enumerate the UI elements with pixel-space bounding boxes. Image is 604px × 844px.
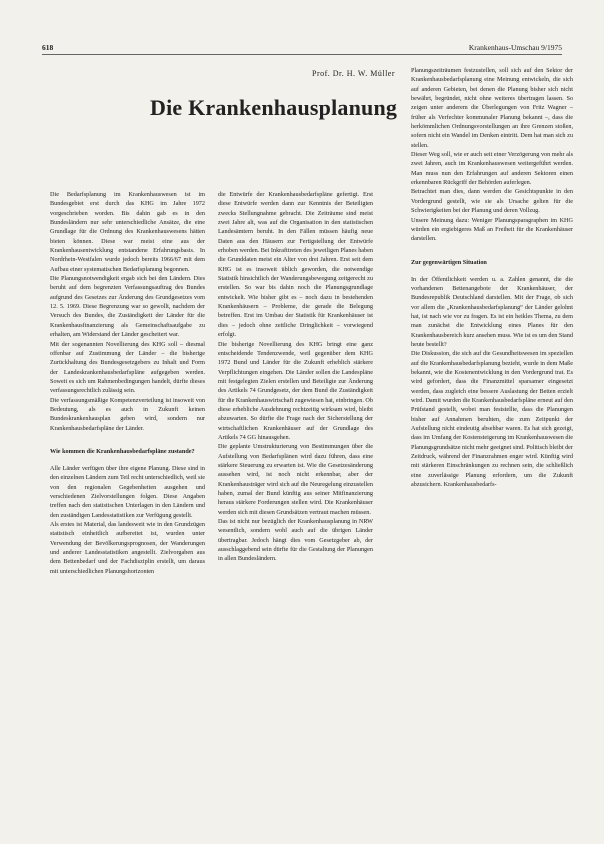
paragraph: Mit der sogenannten Novellierung des KHG soll – diesmal offenbar auf Zustimmung der Länder – die bisherige Zurückhaltung des Bundesgesetzgebers zu Inhalt und Form der Landeskrankenhausbedarfspläne aufgegeben werden. Soweit es sich um Rahmenbedingungen handelt, dürfte dieses verfassungsrechtlich zulässig sein. [50,340,205,395]
paragraph: Die verfassungsmäßige Kompetenzverteilung ist insoweit von Bedeutung, als es auch in Zukunft keinen Bundeskrankenhausplan geben wird, sondern nur Krankenhausbedarfspläne der Länder. [50,396,205,432]
paragraph: Die Diskussion, die sich auf die Gesundheitswesen im speziellen auf die Krankenhausbedarfsplanung bezieht, wurde in dem Maße bekannt, wie die Kostenentwicklung in den Vordergrund trat. Es wird gefordert, dass die Finanzmittel sparsamer eingesetzt werden, dass zugleich eine bessere Auslastung der Betten erzielt wird. Damit wurden die Krankenhausbedarfspläne erneut auf den Prüfstand gestellt, wobei man feststellte, dass die Planungen bisher auf Annahmen beruhten, die zum Zeitpunkt der Aufstellung nicht eindeutig absehbar waren. Es hat sich gezeigt, dass im Umfang der Kostensteigerung im Krankenhauswesen die Planungsgrundsätze nicht mehr geeignet sind. Politisch bleibt der Zeitdruck, während der Finanzrahmen enger wird. Künftig wird mit stärkeren Einschränkungen zu rechnen sein, die schließlich eine zuverlässige Planung erfordern, um die Zukunft abzusichern. Krankenhausbedarfs- [411,350,573,489]
section-subheading: Zur gegenwärtigen Situation [411,258,487,266]
paragraph: Dieser Weg soll, wie er auch seit einer Verzögerung von mehr als zwei Jahren, auch im Krankenhauswesen weitergeführt werden. Man muss nun den Erfahrungen auf anderen Sektoren einen erkennbaren Rückgriff der Behörden auferlegen. [411,151,573,187]
paragraph: Als erstes ist Material, das landesweit wie in den Grundzügen statistisch einheitlich aufbereitet ist, wurden unter Verwendung der Bevölkerungsprognosen, der Wanderungen und anderer Landesstatistiken angestellt. Zielvorgaben aus dem Bettenbedarf und der Fachdisziplin erstellt, um daraus mit unterschiedlichen Planungshorizonten [50,521,205,575]
paragraph: Die geplante Umstrukturierung von Bestimmungen über die Aufstellung von Bedarfsplänen wird dazu führen, dass eine stärkere Steuerung zu erwarten ist. Wie die Gesetzesänderung aussehen wird, ist noch nicht erkennbar, aber der Krankenhausträger wird sich auf die Neuregelung einzustellen haben, zumal der Bund künftig aus seiner Mitfinanzierung heraus stärkere Forderungen stellen wird. Die Krankenhäuser werden sich mit diesen Grundsätzen vertraut machen müssen. [218,443,373,516]
paragraph: die Entwürfe der Krankenhausbedarfspläne gefertigt. Erst diese Entwürfe werden dann zur Kenntnis der Beteiligten zwecks Stellungnahme gebracht. Die Zeiträume sind meist zwei Jahre alt, was auf die Organisation in den statistischen Landesämtern beruht. In den Fällen müssen häufig neue Daten aus den Häusern zur Fertigstellung der Entwürfe erhoben werden. Bei Inkrafttreten des jeweiligen Planes haben die Grunddaten meist ein Alter von drei Jahren. Erst seit dem KHG ist es insoweit üblich geworden, die notwendige Statistik hinsichtlich der Wanderungsbewegung zeitgerecht zu erstellen. So war bis dahin noch die Planungsgrundlage entwickelt. Wie bisher gibt es – noch dazu in bestehenden Krankenhäusern – Probleme, die gerade die Belegung betreffen. Erst im Umbau der Statistik für Krankenhäuser ist dies – jedoch ohne zeitliche Dringlichkeit – vorwiegend erfolgt. [218,191,373,339]
page-number: 618 [42,43,54,52]
page-header [42,43,562,55]
paragraph: In der Öffentlichkeit werden u. a. Zahlen genannt, die die vorhandenen Bettenangebote der Krankenhäuser, der Bundesrepublik Deutschland darstellen. Mit der Frage, ob sich vor allem die „Krankenhausbedarfsplanung“ der Länder gelohnt hat, ist nach wie vor zu fragen. Es ist ein heikles Thema, zu dem man zunächst die Entwicklung eines Planes für den Krankenhausbereich kurz ansehen muss. Wie ist es um den Stand heute bestellt? [411,275,573,348]
paragraph: Das ist nicht nur bezüglich der Krankenhausplanung in NRW wesentlich, sondern wohl auch auf die übrigen Länder übertragbar. Jedoch hängt dies vom Gesetzgeber ab, der ausschlaggebend sein dürfte für die Gestaltung der Planungen in allen Bundesländern. [218,518,373,563]
author-line: Prof. Dr. H. W. Müller [312,69,395,78]
text-column-1 [50,190,205,576]
text-column-3 [411,66,573,489]
paragraph: Unsere Meinung dazu: Weniger Planungsparagraphen im KHG würden ein ergiebigeres Maß an Freiheit für die Krankenhäuser darstellen. [411,216,573,243]
paragraph: Alle Länder verfügen über ihre eigene Planung. Diese sind in den einzelnen Ländern zum Teil recht unterschiedlich, weil sie von den regionalen Gegebenheiten ausgehen und verschiedenen Zielvorstellungen folgen. Diese Angaben treffen nach den statistischen Unterlagen in den Ländern und den zuständigen Landesstatistiken zur Verfügung gestellt. [50,464,205,519]
running-head: Krankenhaus-Umschau 9/1975 [468,43,562,52]
paragraph: Betrachtet man dies, dann werden die Gesichtspunkte in den Vordergrund gestellt, wie sie als Ursache gelten für die Schwierigkeiten bei der Planung und deren Vollzug. [411,188,573,215]
section-subheading: Wie kommen die Krankenhausbedarfspläne zustande? [50,447,195,455]
paragraph: Die bisherige Novellierung des KHG bringt eine ganz entscheidende Tendenzwende, weil gegenüber dem KHG 1972 Bund und Länder für die Zukunft erheblich stärkere Verpflichtungen eingehen. Die Länder sollen die Landespläne mit festgelegten Zielen erstellen und Beteiligte zur Änderung des Artikels 74 Grundgesetz, der dem Bund die Zuständigkeit für die Krankenhauswirtschaft zugewiesen hat, einbringen. Ob diese erhebliche Ausdehnung rechtzeitig wirksam wird, bleibt abzuwarten. So dürfte die Frage nach der Sicherstellung der wirtschaftlichen Krankenhäuser auf der Grundlage des Artikels 74 GG hinausgehen. [218,340,373,441]
text-column-2 [218,190,373,564]
paragraph: Planungszeiträumen festzustellen, soll sich auf den Sektor der Krankenhausbedarfsplanung eine Meinung entwickeln, die sich auf anderen Gebieten, bei denen die Planung bisher sich nicht bewährt, begründet, nicht ohne weiteres übertragen lassen. So zeigen unter anderem die Überlegungen von Fritz Wagner – früher als Verfechter kommunaler Planung bekannt –, dass die herkömmlichen Ordnungsvorstellungen an ihre Grenzen stoßen, sofern nicht ein Wandel im Denken eintritt. Dem hat man sich zu stellen. [411,67,573,149]
header-rule [42,54,562,55]
paragraph: Die Bedarfsplanung im Krankenhauswesen ist im Bundesgebiet erst durch das KHG im Jahre 1972 vorgeschrieben worden. Bis dahin gab es in den Bundesländern nur sehr unterschiedliche Ansätze, die eine Grundlage für die Ordnung des Krankenhauswesens hätten bieten können. Diese war meist eine aus der Krankenhausentwicklung entstandene Erfahrungsbasis. In Nordrhein-Westfalen wurde jedoch bereits 1966/67 mit dem Aufbau einer systematischen Bedarfsplanung begonnen. [50,191,205,273]
article-title: Die Krankenhausplanung [150,95,398,120]
paragraph: Die Planungsnotwendigkeit ergab sich bei den Ländern. Dies beruht auf dem begrenzten Verfassungsauftrag des Bundes aufgrund des Gesetzes zur Änderung des Grundgesetzes vom 12. 5. 1969. Diese Begrenzung war so gewollt, nachdem der Versuch des Bundes, die Zuständigkeit der Länder für die Krankenhausfinanzierung als Gemeinschaftsaufgabe zu erhalten, am Widerstand der Länder gescheitert war. [50,275,205,339]
